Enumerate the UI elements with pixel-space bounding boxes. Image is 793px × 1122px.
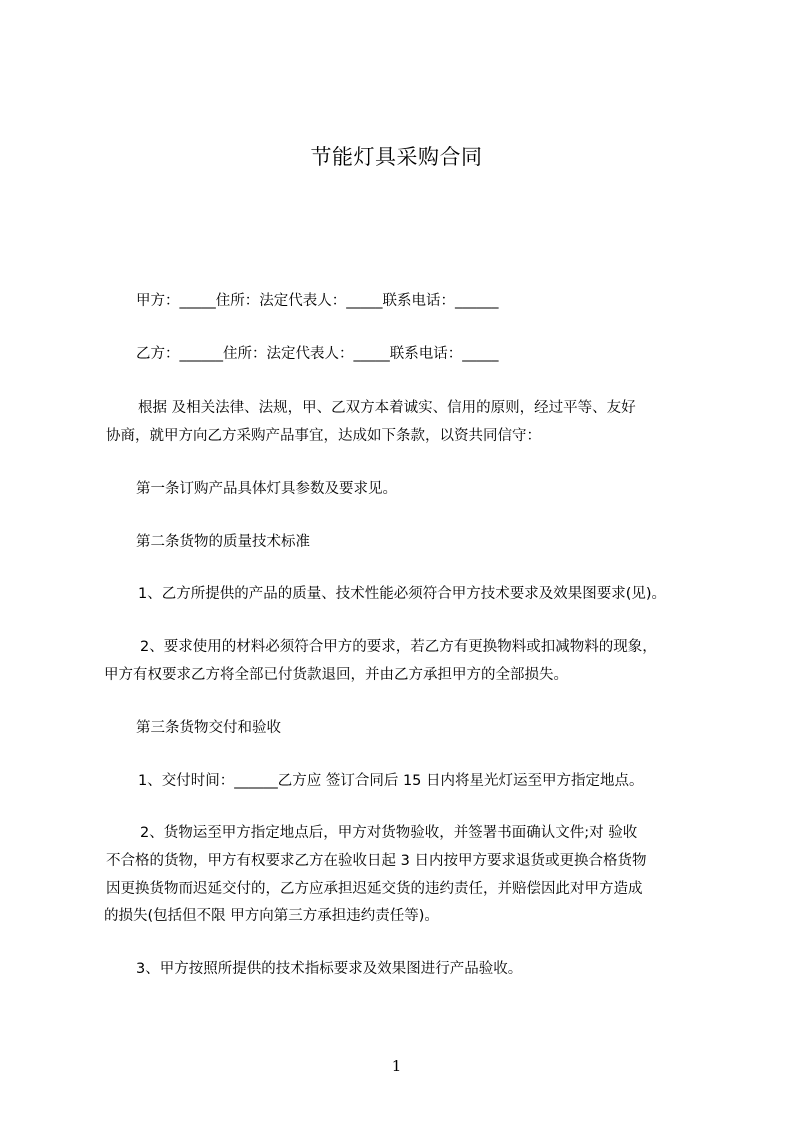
article-3-item-3: 3、甲方按照所提供的技术指标要求及效果图进行产品验收。 — [136, 961, 523, 977]
article-2-item-1: 1、乙方所提供的产品的质量、技术性能必须符合甲方技术要求及效果图要求(见)。 — [138, 586, 667, 602]
page-number: 1 — [391, 1057, 402, 1075]
article-3-item-2-line-1: 2、货物运至甲方指定地点后，甲方对货物验收，并签署书面确认文件;对 验收 — [140, 825, 638, 841]
contract-title: 节能灯具采购合同 — [310, 145, 483, 169]
preamble-line-1: 根据 及相关法律、法规，甲、乙双方本着诚实、信用的原则，经过平等、友好 — [138, 400, 636, 416]
party-a-line: 甲方：_____住所：法定代表人：_____联系电话：______ — [136, 293, 499, 309]
article-3-item-2-line-3: 因更换货物而迟延交付的，乙方应承担迟延交货的违约责任，并赔偿因此对甲方造成 — [106, 881, 643, 897]
article-2-item-2-line-2: 甲方有权要求乙方将全部已付货款退回，并由乙方承担甲方的全部损失。 — [104, 667, 568, 683]
article-3-item-2-line-4: 的损失(包括但不限 甲方向第三方承担违约责任等)。 — [104, 908, 439, 924]
article-2-item-2-line-1: 2、要求使用的材料必须符合甲方的要求，若乙方有更换物料或扣减物料的现象， — [140, 639, 657, 655]
party-b-line: 乙方：______住所：法定代表人：_____联系电话：_____ — [136, 346, 499, 362]
article-3-heading: 第三条货物交付和验收 — [136, 720, 281, 736]
article-1: 第一条订购产品具体灯具参数及要求见。 — [136, 481, 397, 497]
article-2-heading: 第二条货物的质量技术标准 — [136, 534, 310, 550]
article-3-item-2-line-2: 不合格的货物，甲方有权要求乙方在验收日起 3 日内按甲方要求退货或更换合格货物 — [106, 853, 647, 869]
article-3-item-1: 1、交付时间：______乙方应 签订合同后 15 日内将星光灯运至甲方指定地点。 — [138, 773, 644, 789]
preamble-line-2: 协商，就甲方向乙方采购产品事宜，达成如下条款，以资共同信守： — [106, 428, 541, 444]
